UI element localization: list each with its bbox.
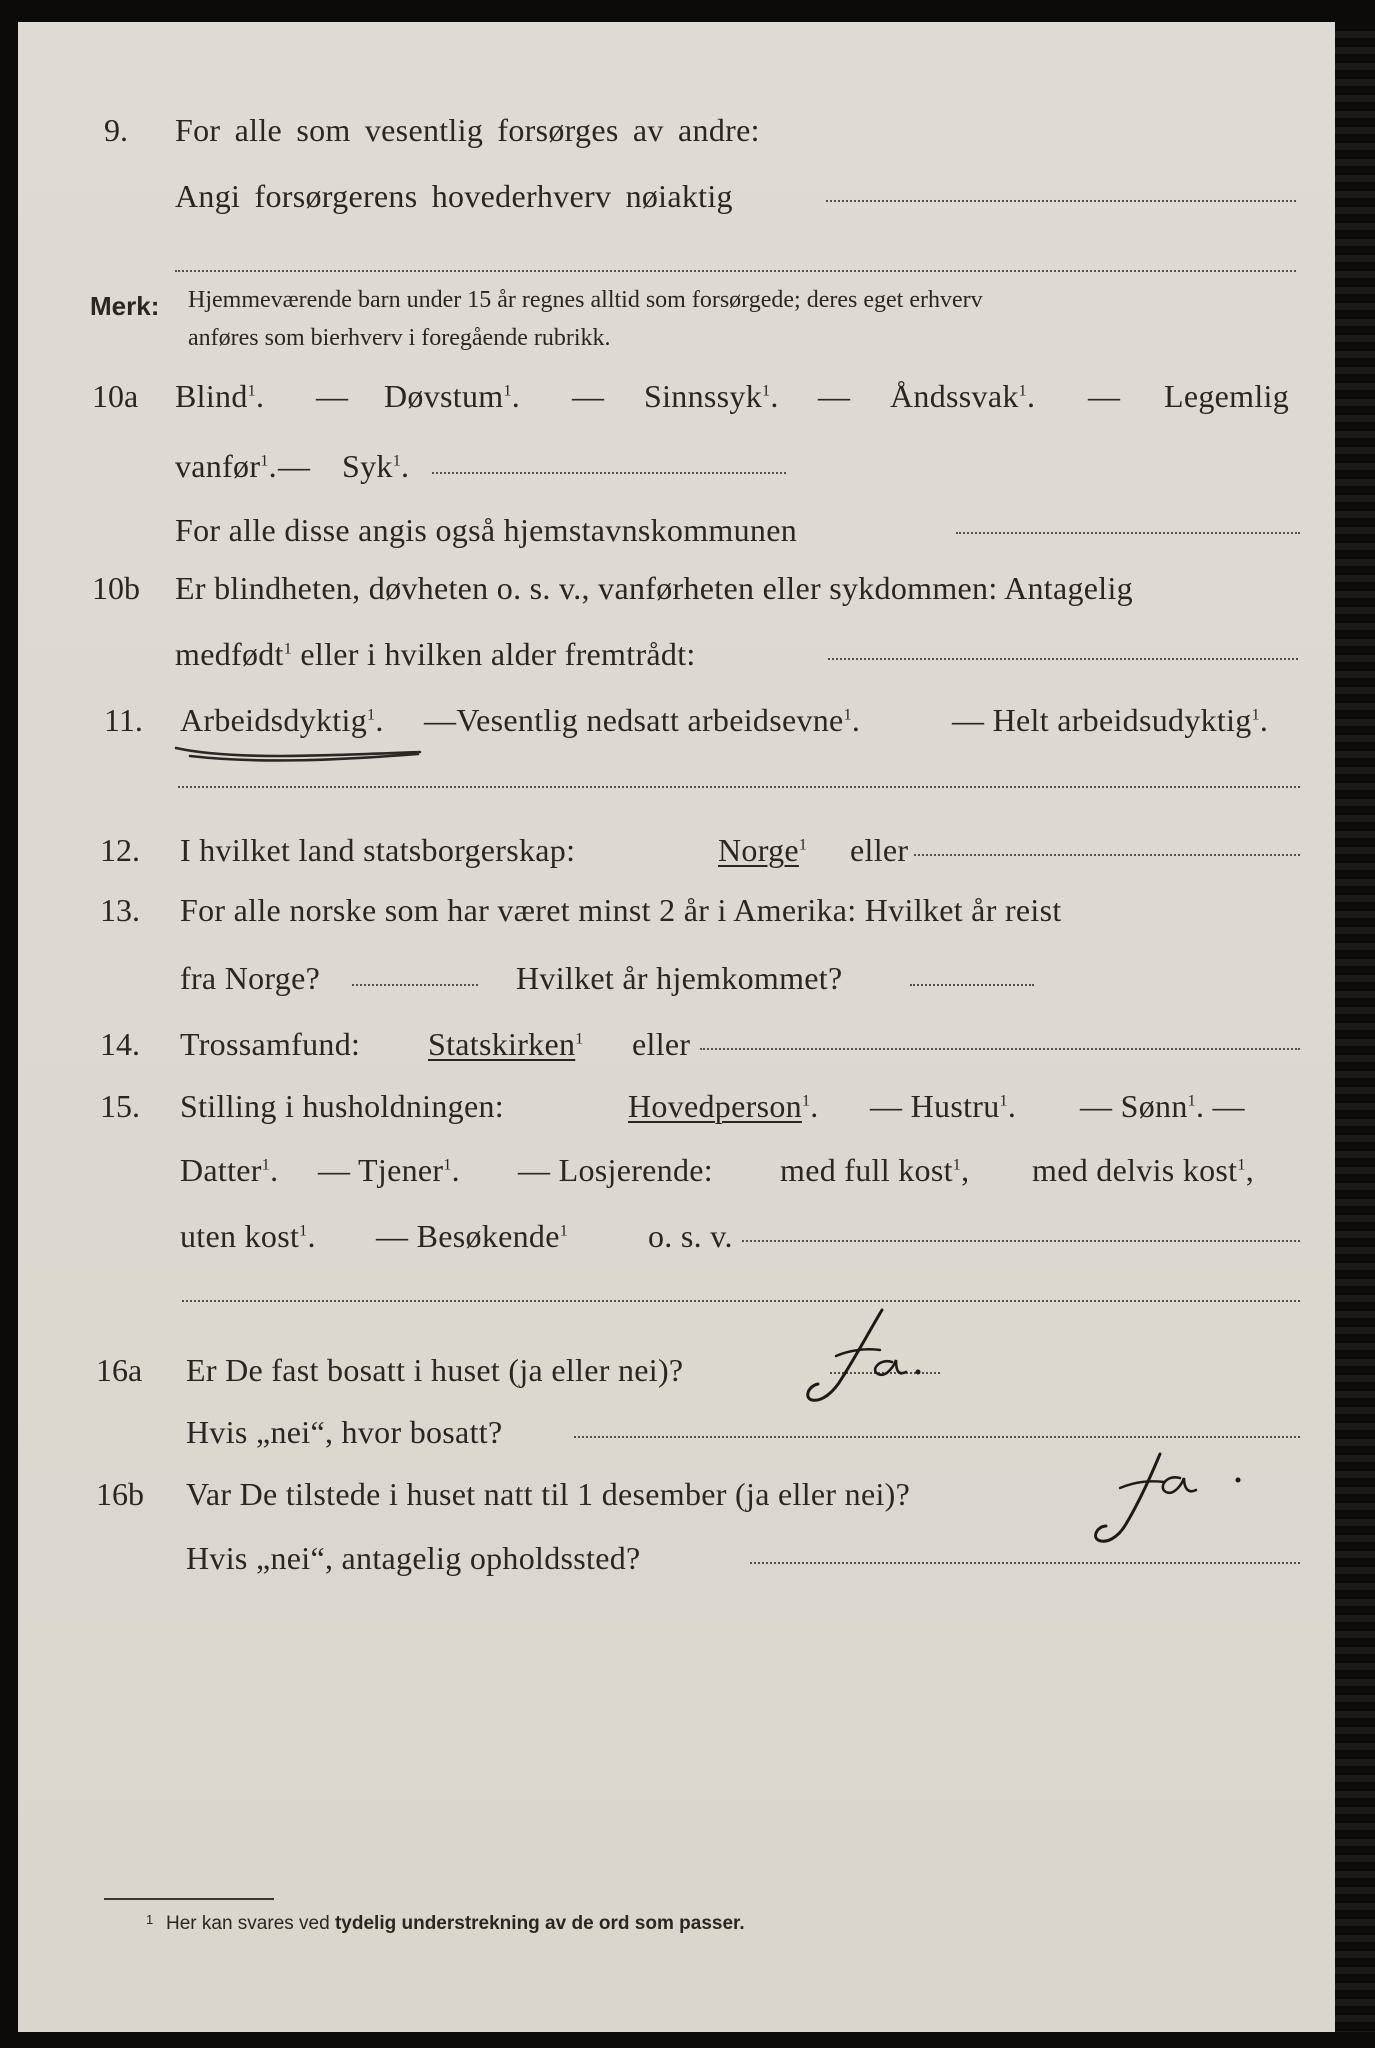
q14-answer-line[interactable] (700, 1048, 1300, 1050)
q13-number: 13. (100, 892, 140, 928)
q13-fra-norge: fra Norge? (180, 960, 321, 996)
q13-fra-norge-line[interactable] (352, 984, 478, 986)
q12-eller: eller (850, 832, 909, 868)
q16a-line1: Er De fast bosatt i huset (ja eller nei)? (186, 1352, 684, 1388)
q9-number: 9. (104, 112, 128, 148)
q9-answer-line-2[interactable] (175, 270, 1296, 272)
q15-number: 15. (100, 1088, 140, 1124)
q11-number: 11. (104, 702, 143, 738)
q10a-answer-line[interactable] (432, 472, 786, 474)
dash: — (1088, 378, 1121, 414)
q10a-number: 10a (92, 378, 139, 414)
q10a-legemlig[interactable]: Legemlig (1164, 378, 1290, 414)
q15-full-kost[interactable]: med full kost$^1$, (780, 1152, 970, 1188)
q16b-number: 16b (96, 1476, 144, 1512)
q14-eller: eller (632, 1026, 691, 1062)
q12-number: 12. (100, 832, 140, 868)
q11-helt-udyktig[interactable]: — Helt arbeidsudyktig$^1$. (952, 702, 1269, 738)
q14-statskirken[interactable]: Statskirken$^1$ (428, 1026, 584, 1062)
q10a-hjemstavn-line[interactable] (956, 532, 1300, 534)
q10a-line3: For alle disse angis også hjemstavnskommunen (175, 512, 798, 548)
merk-line1: Hjemmeværende barn under 15 år regnes alltid som forsørgede; deres eget erhverv (188, 287, 983, 313)
q10a-blind[interactable]: Blind$^1$. (175, 378, 265, 414)
q16b-line2: Hvis „nei“, antagelig opholdssted? (186, 1540, 641, 1576)
q13-hjemkommet: Hvilket år hjemkommet? (516, 960, 843, 996)
q12-text: I hvilket land statsborgerskap: (180, 832, 576, 868)
q15-sonn[interactable]: — Sønn$^1$. — (1080, 1088, 1245, 1124)
q15-delvis-kost[interactable]: med delvis kost$^1$, (1032, 1152, 1254, 1188)
dash: — (278, 448, 311, 484)
q15-besokende[interactable]: — Besøkende$^1$ (376, 1218, 569, 1254)
q16a-answer-text: Ja. (790, 1300, 792, 1301)
q10a-andssvak[interactable]: Åndssvak$^1$. (890, 378, 1036, 414)
q13-hjemkommet-line[interactable] (910, 984, 1034, 986)
q16b-answer-text: Ja. (1090, 1448, 1092, 1449)
q16a-bosatt-line[interactable] (574, 1436, 1300, 1438)
dash: — (818, 378, 851, 414)
q15-text: Stilling i husholdningen: (180, 1088, 504, 1124)
q11-vesentlig-nedsatt[interactable]: —Vesentlig nedsatt arbeidsevne$^1$. (424, 702, 861, 738)
q15-hovedperson[interactable]: Hovedperson$^1$. (628, 1088, 819, 1124)
q10a-sinnssyk[interactable]: Sinnssyk$^1$. (644, 378, 779, 414)
q10a-syk[interactable]: Syk$^1$. (342, 448, 410, 484)
q16b-opholdssted-line[interactable] (750, 1562, 1300, 1564)
q15-answer-line[interactable] (742, 1240, 1300, 1242)
merk-label: Merk: (90, 291, 160, 321)
q11-answer-line[interactable] (178, 786, 1300, 788)
q14-number: 14. (100, 1026, 140, 1062)
q13-line1: For alle norske som har været minst 2 år i Amerika: Hvilket år reist (180, 892, 1062, 928)
dash: — (316, 378, 349, 414)
q12-answer-line[interactable] (914, 854, 1300, 856)
q16b-handwritten-answer (1090, 1448, 1270, 1558)
perforated-edge (1335, 22, 1375, 2032)
q16a-handwritten-answer (790, 1300, 960, 1420)
q16a-number: 16a (96, 1352, 143, 1388)
q9-line2: Angi forsørgerens hovederhverv nøiaktig (175, 178, 733, 214)
q9-line1: For alle som vesentlig forsørges av andre: (175, 112, 760, 148)
q12-norge[interactable]: Norge$^1$ (718, 832, 808, 868)
q15-uten-kost[interactable]: uten kost$^1$. (180, 1218, 316, 1254)
q16b-line1: Var De tilstede i huset natt til 1 desember (ja eller nei)? (186, 1476, 911, 1512)
q10b-number: 10b (92, 570, 140, 606)
q15-losjerende: — Losjerende: (518, 1152, 713, 1188)
q15-answer-line-2[interactable] (182, 1300, 1300, 1302)
footnote-mark: 1 (146, 1912, 154, 1927)
q11-arbeidsdyktig[interactable]: Arbeidsdyktig$^1$. (180, 702, 384, 738)
footnote-text: Her kan svares ved tydelig understrekning av de ord som passer. (166, 1913, 745, 1934)
q15-hustru[interactable]: — Hustru$^1$. (870, 1088, 1017, 1124)
merk-line2: anføres som bierhverv i foregående rubrikk. (188, 325, 611, 351)
q15-osv: o. s. v. (648, 1218, 733, 1254)
q10a-vanfor[interactable]: vanfør$^1$. (175, 448, 277, 484)
q10b-line2: medfødt$^1$ eller i hvilken alder fremtrådt: (175, 636, 696, 672)
q10b-line1: Er blindheten, døvheten o. s. v., vanførheten eller sykdommen: Antagelig (175, 570, 1133, 606)
dash: — (572, 378, 605, 414)
footnote-rule (104, 1898, 274, 1900)
handwritten-underline-arbeidsdyktig (170, 730, 440, 780)
q10a-dovstum[interactable]: Døvstum$^1$. (384, 378, 521, 414)
q15-tjener[interactable]: — Tjener$^1$. (318, 1152, 460, 1188)
q14-text: Trossamfund: (180, 1026, 361, 1062)
q9-answer-line[interactable] (826, 200, 1296, 202)
q15-datter[interactable]: Datter$^1$. (180, 1152, 279, 1188)
q16a-line2: Hvis „nei“, hvor bosatt? (186, 1414, 503, 1450)
q10b-answer-line[interactable] (828, 658, 1298, 660)
